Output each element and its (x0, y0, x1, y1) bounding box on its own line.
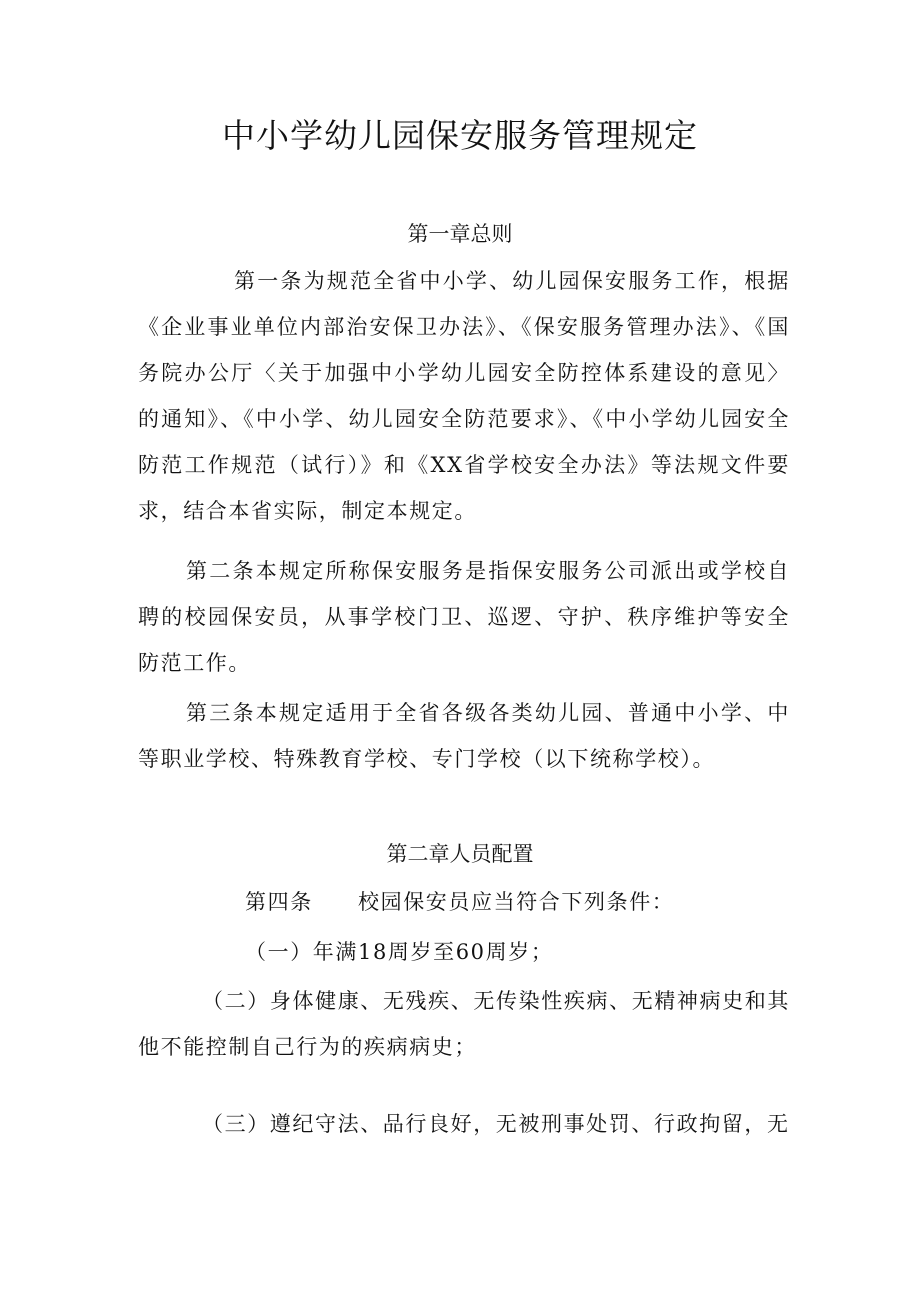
article-2: 第二条本规定所称保安服务是指保安服务公司派出或学校自聘的校园保安员，从事学校门卫、巡逻、守护、秩序维护等安全防范工作。 (138, 559, 790, 675)
article-4-item-3: （三）遵纪守法、品行良好，无被刑事处罚、行政拘留，无 (202, 1112, 790, 1136)
article-4-label: 第四条 (245, 890, 313, 914)
article-1: 第一条为规范全省中小学、幼儿园保安服务工作，根据《企业事业单位内部治安保卫办法》、《保安服务管理办法》、《国务院办公厅〈关于加强中小学幼儿园安全防控体系建设的意见〉的通知》、《中小学、幼儿园安全防范要求》、《中小学幼儿园安全防范工作规范（试行）》和《XX省学校安全办法》等法规文件要求，结合本省实际，制定本规定。 (138, 269, 790, 523)
chapter-2-heading: 第二章人员配置 (386, 842, 534, 866)
chapter-1-heading: 第一章总则 (407, 222, 513, 246)
article-4-text: 校园保安员应当符合下列条件： (358, 890, 675, 914)
document-title: 中小学幼儿园保安服务管理规定 (222, 116, 698, 155)
article-4-item-1: （一）年满18周岁至60周岁； (245, 940, 554, 964)
article-4-item-2: （二）身体健康、无残疾、无传染性疾病、无精神病史和其他不能控制自己行为的疾病病史； (138, 989, 790, 1059)
article-3: 第三条本规定适用于全省各级各类幼儿园、普通中小学、中等职业学校、特殊教育学校、专门学校（以下统称学校）。 (138, 701, 790, 771)
